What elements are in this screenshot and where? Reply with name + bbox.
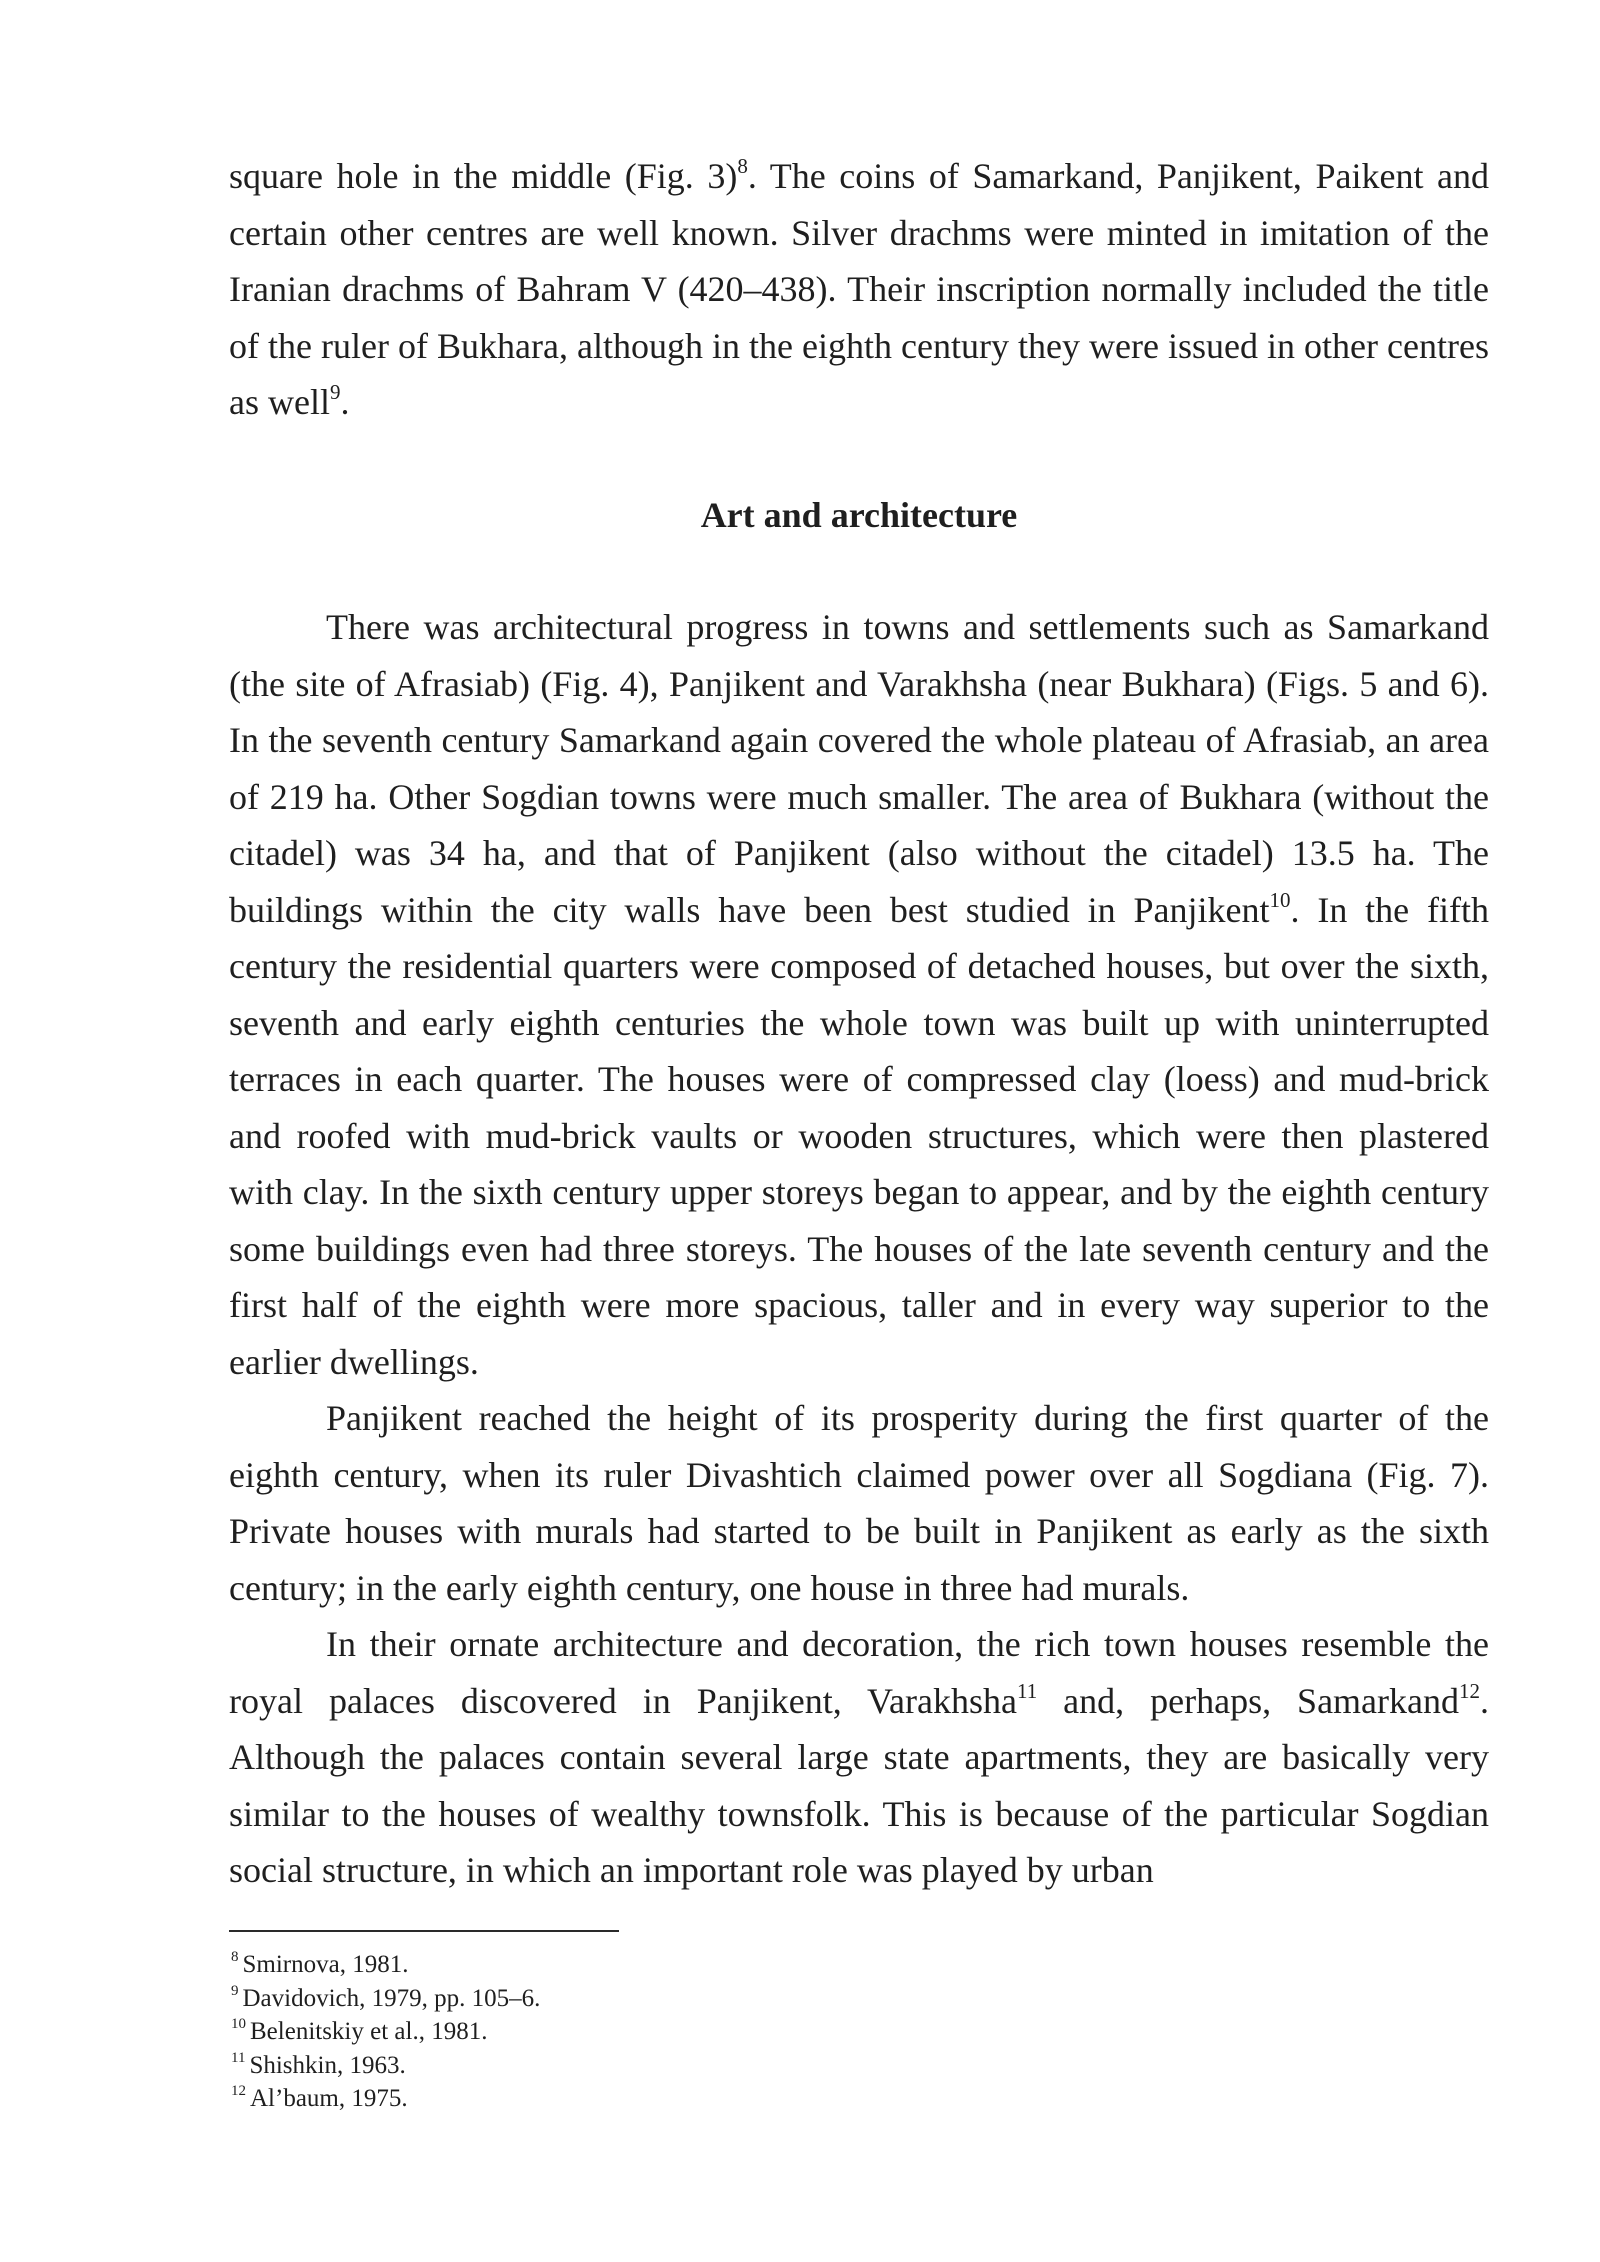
- footnote-number: 10: [231, 2016, 246, 2032]
- footnote-text: Smirnova, 1981.: [242, 1951, 409, 1978]
- footnote-ref-9[interactable]: 9: [329, 380, 341, 404]
- paragraph-architecture: [229, 599, 1489, 1390]
- footnote-ref-11[interactable]: 11: [1016, 1678, 1038, 1703]
- footnote-text: Davidovich, 1979, pp. 105–6.: [242, 1984, 541, 2012]
- page-body: [229, 148, 1489, 1899]
- footnote-ref-10[interactable]: 10: [1269, 887, 1291, 912]
- paragraph-text: . The coins of Samarkand, Panjikent, Paikent and certain other centres are well known. Silver drachms were minted in imitation of the Iranian drachms of Bahram V (420–438). Their inscription normally included the title of the ruler of Bukhara, although in the eighth century they were issued in other centres as well: [229, 156, 1489, 422]
- footnote-item: [231, 1948, 1131, 1982]
- footnote-number: 12: [231, 2083, 246, 2099]
- paragraph-text: and, perhaps, Samarkand: [1037, 1680, 1459, 1721]
- paragraph-text: There was architectural progress in towns and settlements such as Samarkand (the site of Afrasiab) (Fig. 4), Panjikent and Varakhsha (near Bukhara) (Figs. 5 and 6). In the seventh century Samarkand again covered the whole plateau of Afrasiab, an area of 219 ha. Other Sogdian towns were much smaller. The area of Bukhara (without the citadel) was 34 ha, and that of Panjikent (also without the citadel) 13.5 ha. The buildings within the city walls have been best studied in Panjikent: [229, 607, 1489, 930]
- footnote-item: [231, 2049, 1131, 2083]
- footnote-number: 9: [231, 1982, 239, 1999]
- footnote-number: 11: [231, 2049, 246, 2066]
- footnote-item: [231, 2082, 1131, 2116]
- paragraph-text: .: [340, 382, 350, 422]
- paragraph-text: square hole in the middle (Fig. 3): [229, 156, 738, 196]
- paragraph-panjikent: Panjikent reached the height of its prosperity during the first quarter of the eighth century, when its ruler Divashtich claimed power over all Sogdiana (Fig. 7). Private houses with murals had started to be built in Panjikent as early as the sixth century; in the early eighth century, one house in three had murals.: [229, 1398, 1489, 1608]
- footnote-ref-8[interactable]: 8: [737, 154, 748, 178]
- footnote-item: [231, 2015, 1131, 2049]
- paragraph-coins: [229, 148, 1489, 431]
- footnote-text: Belenitskiy et al., 1981.: [250, 2018, 488, 2045]
- footnote-divider: [229, 1930, 619, 1932]
- paragraph-text: . In the fifth century the residential quarters were composed of detached houses, but over the sixth, seventh and early eighth centuries the whole town was built up with uninterrupted terraces in each quarter. The houses were of compressed clay (loess) and mud-brick and roofed with mud-brick vaults or wooden structures, which were then plastered with clay. In the sixth century upper storeys began to appear, and by the eighth century some buildings even had three storeys. The houses of the late seventh century and the first half of the eighth were more spacious, taller and in every way superior to the earlier dwellings.: [229, 889, 1489, 1382]
- footnote-text: Al’baum, 1975.: [250, 2085, 408, 2112]
- paragraph-palaces: [229, 1616, 1489, 1899]
- footnote-ref-12[interactable]: 12: [1459, 1678, 1480, 1703]
- paragraph-text: In their ornate architecture and decoration, the rich town houses resemble the royal palaces discovered in Panjikent, Varakhsha: [229, 1624, 1489, 1721]
- section-heading: Art and architecture: [700, 494, 1018, 535]
- footnote-text: Shishkin, 1963.: [249, 2051, 406, 2079]
- footnotes: [231, 1948, 1131, 2116]
- footnote-item: [231, 1982, 1131, 2016]
- paragraph-text: . Although the palaces contain several large state apartments, they are basically very similar to the houses of wealthy townsfolk. This is because of the particular Sogdian social structure, in which an important role was played by urban: [229, 1680, 1489, 1890]
- footnote-number: 8: [231, 1949, 239, 1965]
